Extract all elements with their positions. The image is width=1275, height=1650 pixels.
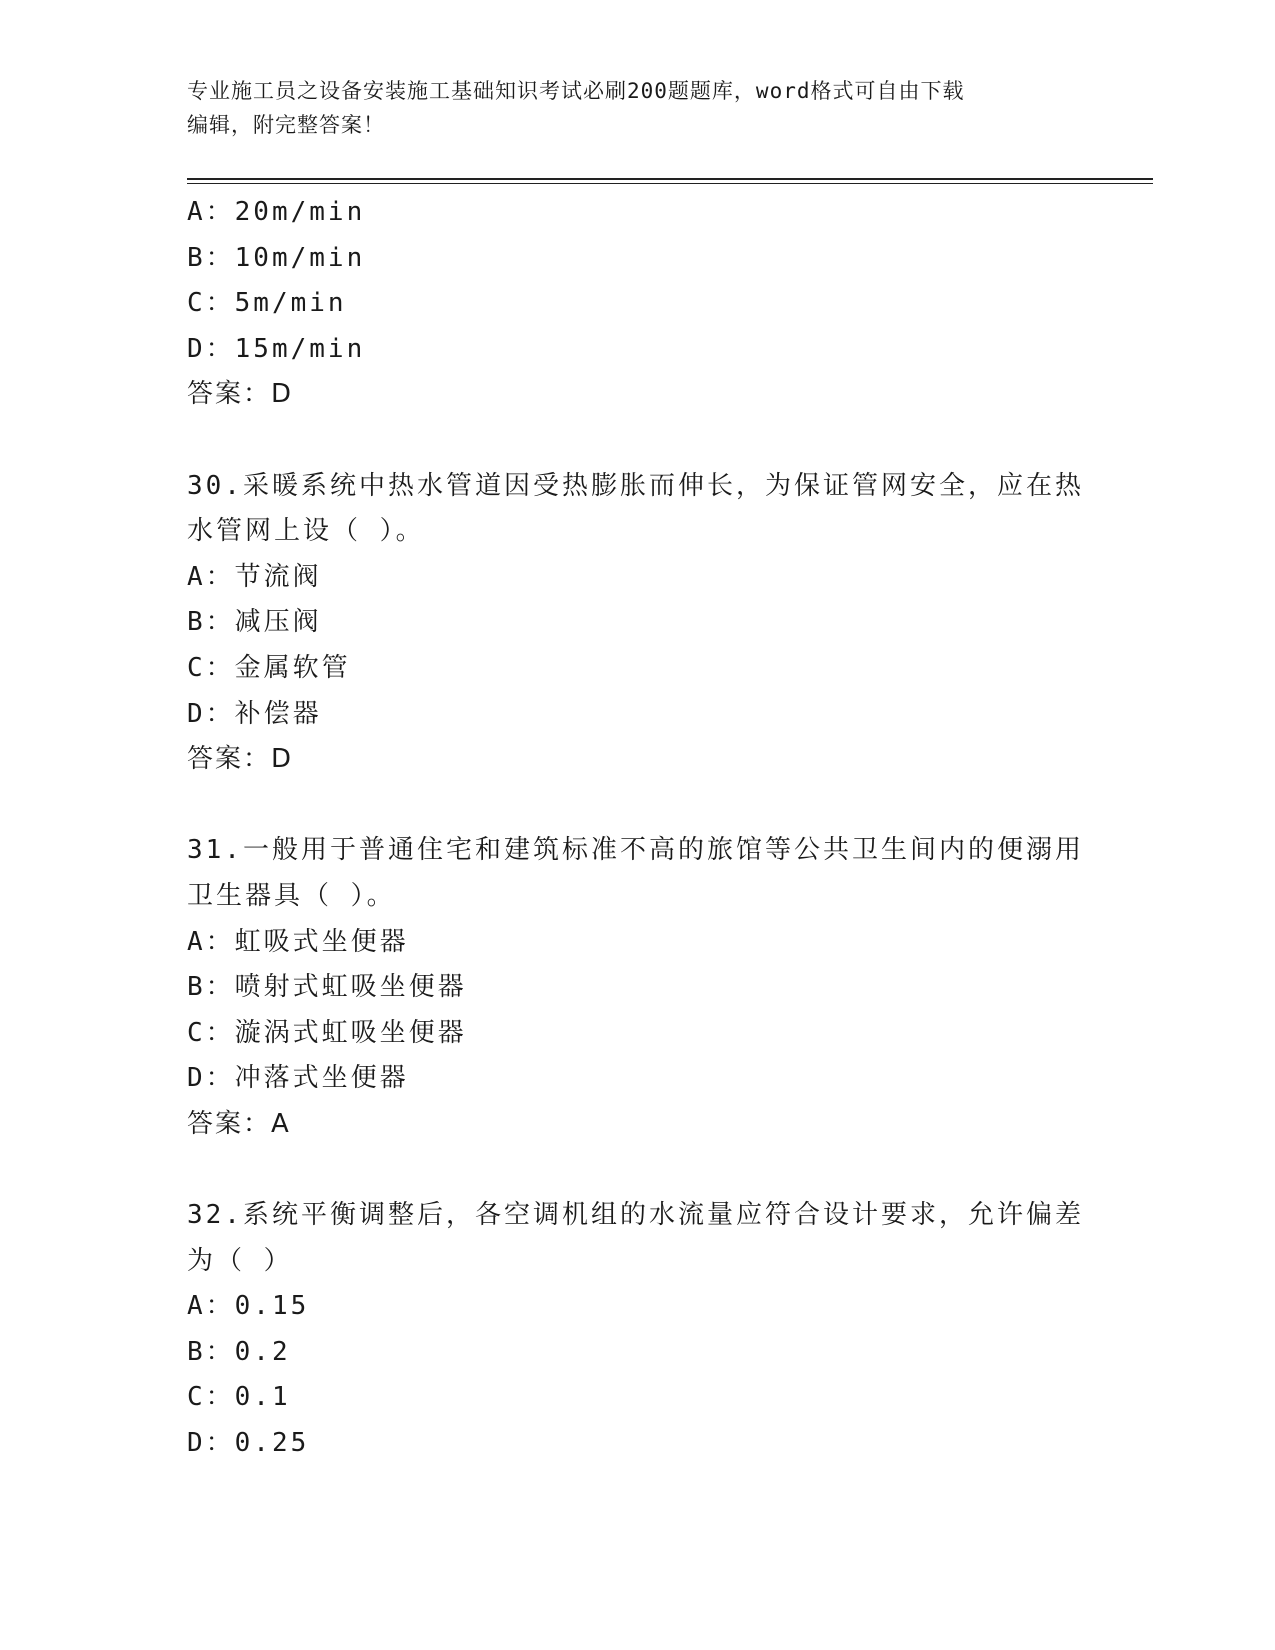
question-29 [187,190,1087,418]
answer: 答案：A [187,1108,291,1139]
question-stem-cont: 为（ ） [187,1245,293,1276]
answer: 答案：D [187,744,294,775]
question-stem: 31.一般用于普通住宅和建筑标准不高的旅馆等公共卫生间内的便溺用 [187,835,1084,866]
option-c: C：0.1 [187,1382,291,1413]
question-31 [187,828,1087,1147]
question-stem-cont: 卫生器具（ ）。 [187,880,396,911]
header-divider-thin [187,183,1153,184]
option-c: C：金属软管 [187,652,351,683]
option-a: A：虹吸式坐便器 [187,926,409,957]
header-line-1: 专业施工员之设备安装施工基础知识考试必刷200题题库，word格式可自由下载 [187,79,965,103]
question-stem: 30.采暖系统中热水管道因受热膨胀而伸长，为保证管网安全，应在热 [187,470,1084,501]
option-a: A：0.15 [187,1291,310,1322]
question-30 [187,464,1087,783]
question-32 [187,1193,1087,1467]
option-d: D：补偿器 [187,698,322,729]
option-b: B：0.2 [187,1336,291,1367]
question-stem-cont: 水管网上设（ ）。 [187,516,425,547]
option-a: A：20m/min [187,197,366,227]
header-line-2: 编辑，附完整答案！ [187,113,385,137]
option-c: C：漩涡式虹吸坐便器 [187,1017,467,1048]
option-d: D：冲落式坐便器 [187,1063,409,1094]
question-list [187,190,1087,1467]
option-b: B：10m/min [187,242,366,273]
option-b: B：喷射式虹吸坐便器 [187,972,467,1003]
option-d: D：15m/min [187,333,366,364]
answer: 答案：D [187,379,294,410]
header-divider-thick [187,178,1153,180]
question-stem: 32.系统平衡调整后，各空调机组的水流量应符合设计要求，允许偏差 [187,1200,1084,1231]
option-a: A：节流阀 [187,561,322,592]
option-b: B：减压阀 [187,607,322,638]
option-d: D：0.25 [187,1428,310,1459]
option-c: C：5m/min [187,288,347,319]
document-header [187,74,1067,142]
